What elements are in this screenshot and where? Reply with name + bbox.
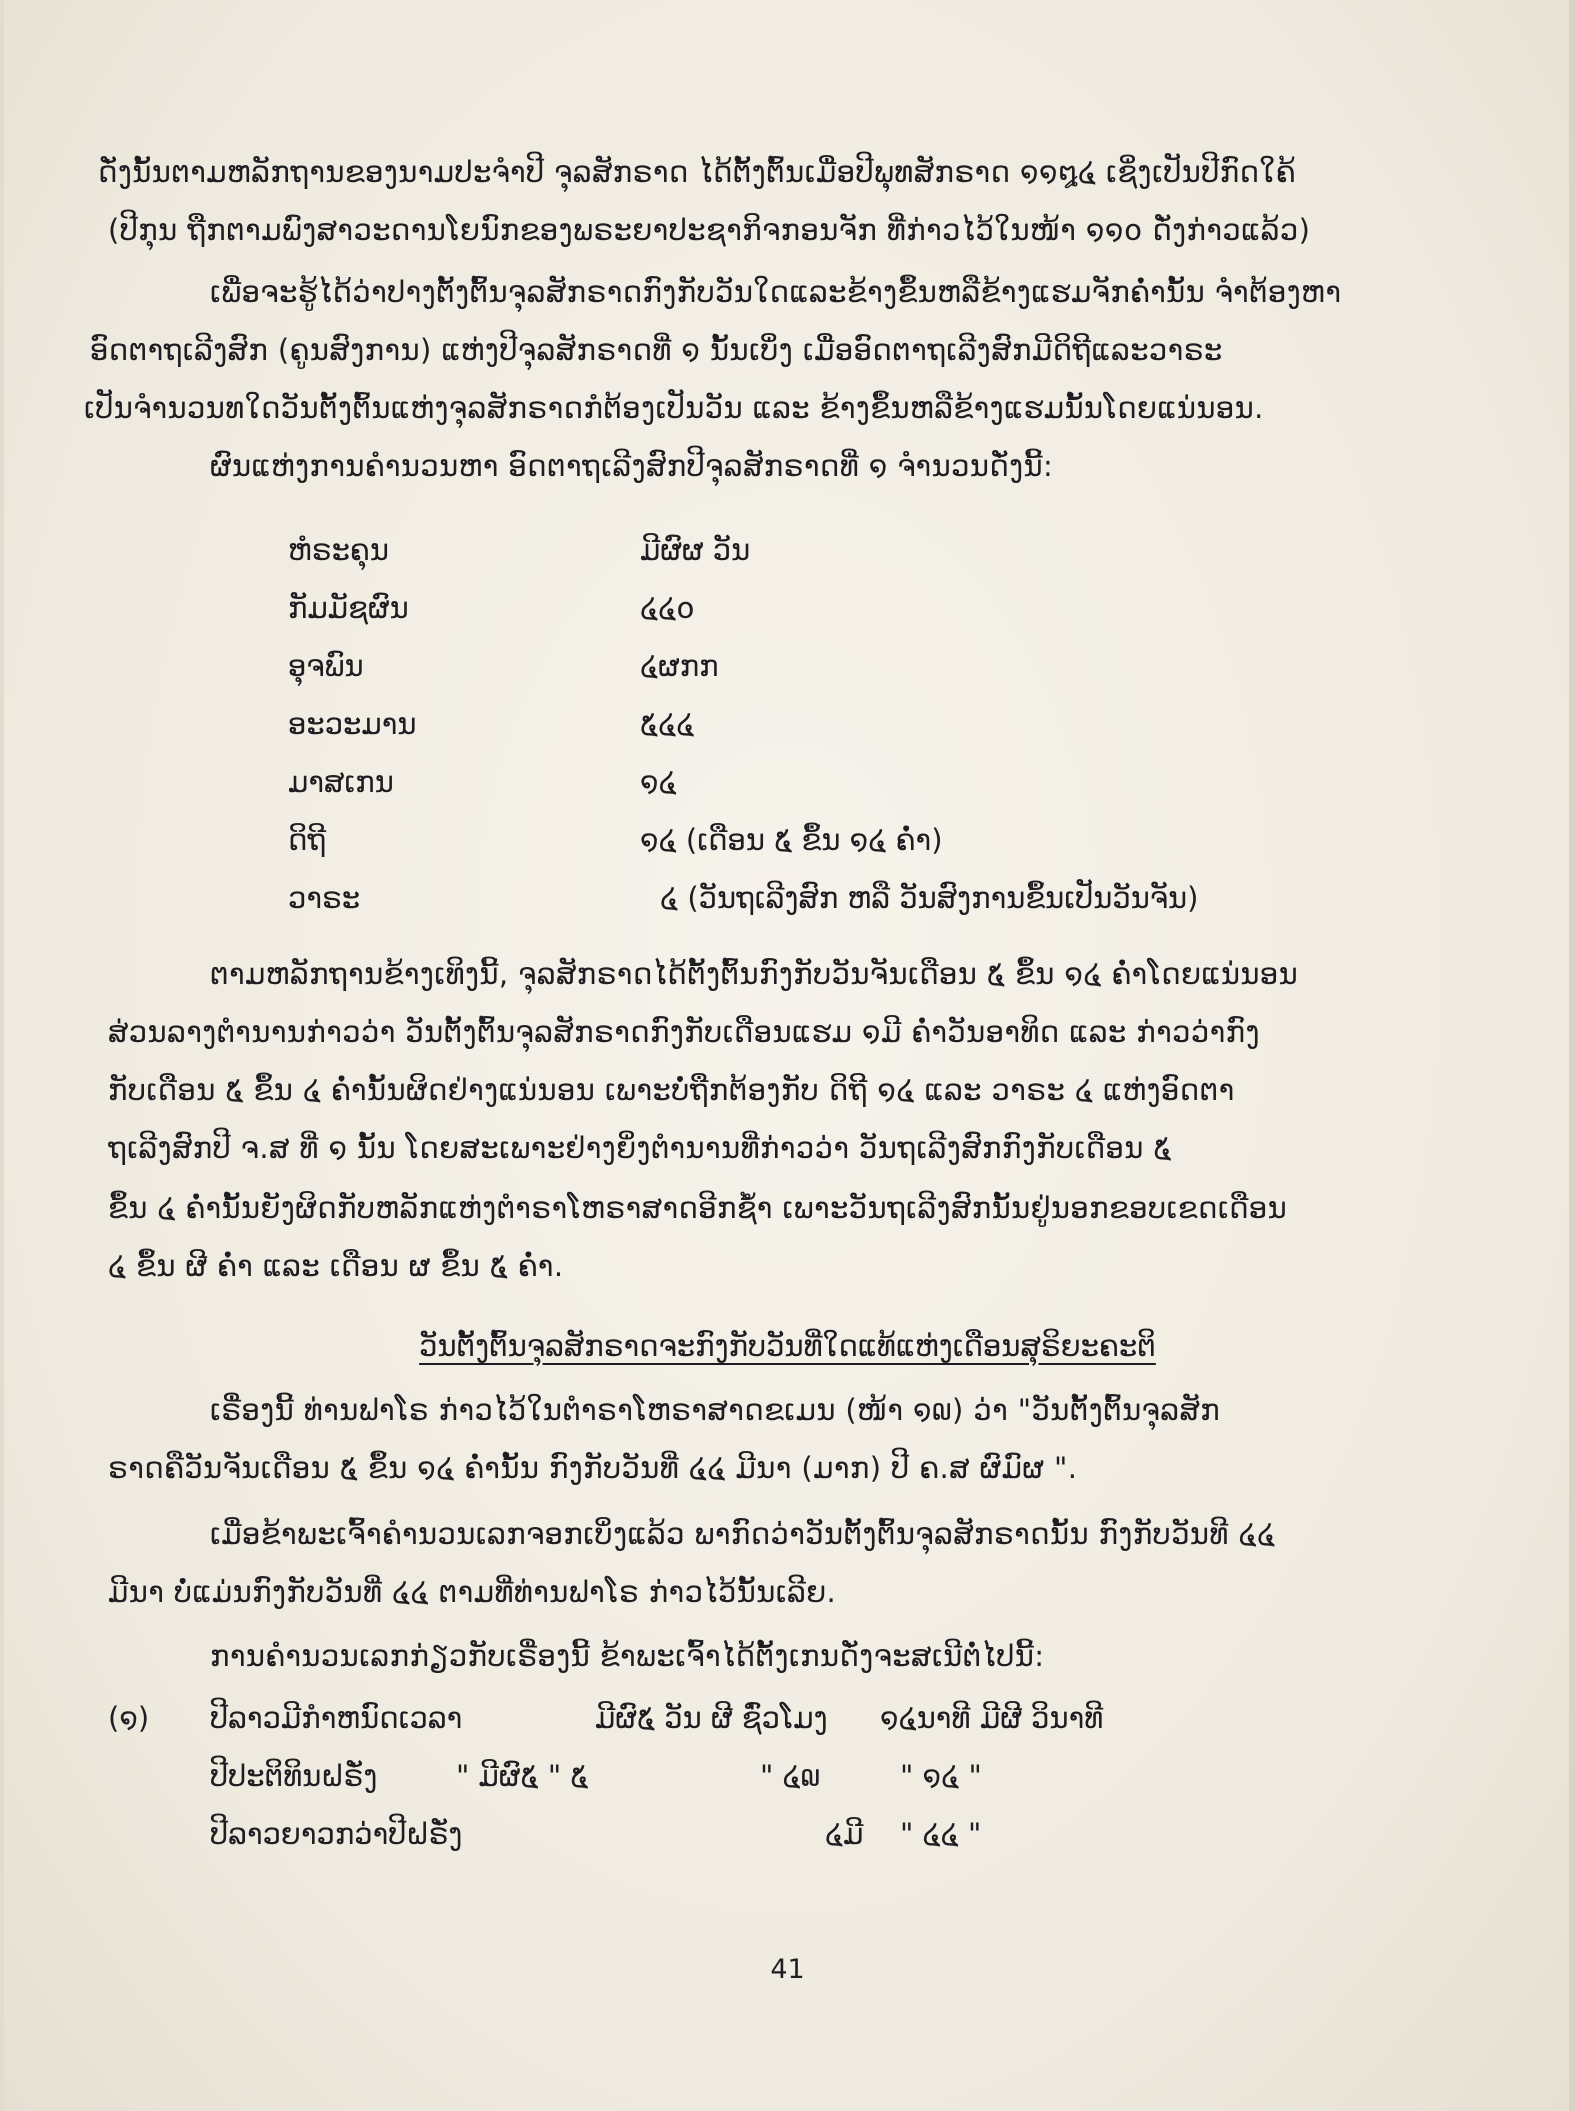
table-value: ໑໔ (640, 765, 677, 799)
table-label: ດິຖີ (288, 823, 327, 857)
calc-value-b: ໑໔ນາທີ (880, 1701, 971, 1735)
text-line: ເຣື່ອງນີ້ ທ່ານຟາໂຣ ກ່າວໄວ້ໃນຕຳຣາໂຫຣາສາດຂເມນ (ໜ້າ ໑໙) ວ່າ "ວັນຕັ້ງຕົ້ນຈຸລສັກ (210, 1393, 1221, 1427)
table-label: ອຸຈພົນ (288, 649, 364, 683)
calc-value-c: ມີຜີ ວິນາທີ (980, 1701, 1104, 1735)
calc-value-a: " ມີຜົ໕ " ໕ (456, 1759, 589, 1793)
text-line: ເມື່ອຂ້າພະເຈົ້າຄຳນວນເລກຈອກເບິ່ງແລ້ວ ພາກົດວ່າວັນຕັ້ງຕົ້ນຈຸລສັກຣາດນັ້ນ ກົງກັບວັນທີ ໔໔ (210, 1517, 1276, 1551)
calc-value-a: ມີຜົ໕ ວັນ ຜີ ຊົ່ວໂມງ (595, 1701, 828, 1735)
table-label: ອະວະມານ (288, 707, 417, 741)
calc-number: (໑) (108, 1701, 150, 1735)
text-line: ໔ ຂຶ້ນ ຜີ ຄ່ຳ ແລະ ເດືອນ ຜ ຂຶ້ນ ໕ ຄ່ຳ. (108, 1249, 564, 1283)
page-edge-left (0, 0, 4, 2111)
text-line: ເພື່ອຈະຮູ້ໄດ້ວ່າປາງຕັ້ງຕົ້ນຈຸລສັກຣາດກົງກັບວັນໃດແລະຂ້າງຂຶ້ນຫລືຂ້າງແຮມຈັກຄ່ຳນັ້ນ ຈຳຕ້ອງຫາ (210, 275, 1342, 309)
text-line: ເປັນຈຳນວນທໃດວັນຕັ້ງຕົ້ນແຫ່ງຈຸລສັກຣາດກໍຕ້ອງເປັນວັນ ແລະ ຂ້າງຂຶ້ນຫລືຂ້າງແຮມນັ້ນໂດຍແນ່ນອນ. (84, 391, 1264, 425)
table-value: ໕໔໔ (640, 707, 695, 741)
table-label: ມາສເກນ (288, 765, 394, 799)
text-line: ດັ່ງນັ້ນຕາມຫລັກຖານຂອງນາມປະຈຳປີ ຈຸລສັກຣາດ ໄດ້ຕັ້ງຕົ້ນເມື່ອປີພຸທສັກຣາດ ໑໑໘໔ ເຊິ່ງເປັນປີກົດໃຄ້ (98, 155, 1297, 189)
text-line: ການຄຳນວນເລກກ່ຽວກັບເຣື່ອງນີ້ ຂ້າພະເຈົ້າໄດ້ຕັ້ງເກນດັ່ງຈະສເນີຕໍ່ໄປນີ້: (210, 1639, 1045, 1673)
text-line: ຣາດຄືວັນຈັນເດືອນ ໕ ຂຶ້ນ ໑໔ ຄ່ຳນັ້ນ ກົງກັບວັນທີ່ ໔໔ ມີນາ (ມາກ) ປີ ຄ.ສ ຜົມົຜ ". (108, 1451, 1078, 1485)
table-value: ມີຜົຜ ວັນ (640, 533, 751, 567)
text-line: ສ່ວນລາງຕຳນານກ່າວວ່າ ວັນຕັ້ງຕົ້ນຈຸລສັກຣາດກົງກັບເດືອນແຮມ ໑ມີ ຄ່ຳວັນອາທິດ ແລະ ກ່າວວ່າກົງ (108, 1015, 1260, 1049)
page-edge-right (1569, 0, 1575, 2111)
calc-label: ປີລາວມີກຳຫນົດເວລາ (210, 1701, 463, 1735)
calc-value-c: " ໑໔ " (900, 1759, 982, 1793)
section-heading-wrap (0, 1326, 1575, 1366)
table-value: ໔ (ວັນຖເລີງສົກ ຫລື ວັນສົງການຂຶ້ນເປັນວັນຈັນ) (660, 881, 1199, 915)
calc-label: ປີລາວຍາວກວ່າປີຝຣັ່ງ (210, 1817, 463, 1851)
calc-value-b: ໔ມີ (825, 1817, 864, 1851)
table-label: ວາຣະ (288, 881, 361, 915)
text-line: ອົດຕາຖເລີງສົກ (ຄູນສົງການ) ແຫ່ງປີຈຸລສັກຣາດທີ່ ໑ ນັ້ນເບິ່ງ ເມື່ອອົດຕາຖເລີງສົກມີດິຖີແລະວາຣະ (90, 333, 1223, 367)
section-heading: ວັນຕັ້ງຕົ້ນຈຸລສັກຣາດຈະກົງກັບວັນທີ່ໃດແທ້ແຫ່ງເດືອນສຸຣິຍະຄະຕິ (419, 1329, 1156, 1363)
table-value: ໑໔ (ເດືອນ ໕ ຂຶ້ນ ໑໔ ຄ່ຳ) (640, 823, 943, 857)
text-line: (ປີກຸນ ຖືກຕາມພົງສາວະດານໂຍນົກຂອງພຣະຍາປະຊາກິຈກອນຈັກ ທີ່ກ່າວໄວ້ໃນໜ້າ ໑໑໐ ດັ່ງກ່າວແລ້ວ) (108, 213, 1311, 247)
table-label: ຫໍຣະຄຸນ (288, 533, 389, 567)
text-line: ຂຶ້ນ ໔ ຄ່ຳນັ້ນຍັງຜິດກັບຫລັກແຫ່ງຕຳຣາໂຫຣາສາດອີກຊ້ຳ ເພາະວັນຖເລີງສົກນັ້ນຢູ່ນອກຂອບເຂດເດືອນ (108, 1191, 1288, 1225)
calc-label: ປີປະຕິທິນຝຣັ່ງ (210, 1759, 378, 1793)
text-line: ຜົນແຫ່ງການຄຳນວນຫາ ອົດຕາຖເລີງສົກປີຈຸລສັກຣາດທີ່ ໑ ຈຳນວນດັ່ງນີ້: (210, 449, 1054, 483)
table-value: ໔໔໐ (640, 591, 695, 625)
calc-value-c: " ໔໔ " (900, 1817, 982, 1851)
text-line: ມີນາ ບໍ່ແມ່ນກົງກັບວັນທີ່ ໔໔ ຕາມທີ່ທ່ານຟາໂຣ ກ່າວໄວ້ນັ້ນເລີຍ. (108, 1575, 837, 1609)
text-line: ຖເລີງສົກປີ ຈ.ສ ທີ່ ໑ ນັ້ນ ໂດຍສະເພາະຢ່າງຍິ່ງຕຳນານທີ່ກ່າວວ່າ ວັນຖເລີງສົກກົງກັບເດືອນ ໕ (108, 1131, 1172, 1165)
table-value: ໔ຜກກ (640, 649, 719, 683)
table-label: ກັມມັຊຜົນ (288, 591, 409, 625)
calc-value-b: " ໔໙ (760, 1759, 821, 1793)
text-line: ຕາມຫລັກຖານຂ້າງເທິງນີ້, ຈຸລສັກຣາດໄດ້ຕັ້ງຕົ້ນກົງກັບວັນຈັນເດືອນ ໕ ຂຶ້ນ ໑໔ ຄ່ຳໂດຍແນ່ນອນ (210, 957, 1299, 991)
page-number: 41 (770, 1954, 805, 1985)
text-line: ກັບເດືອນ ໕ ຂຶ້ນ ໔ ຄ່ຳນັ້ນຜິດຢ່າງແນ່ນອນ ເພາະບໍ່ຖືກຕ້ອງກັບ ດິຖີ ໑໔ ແລະ ວາຣະ ໔ ແຫ່ງອົດຕາ (108, 1073, 1235, 1107)
